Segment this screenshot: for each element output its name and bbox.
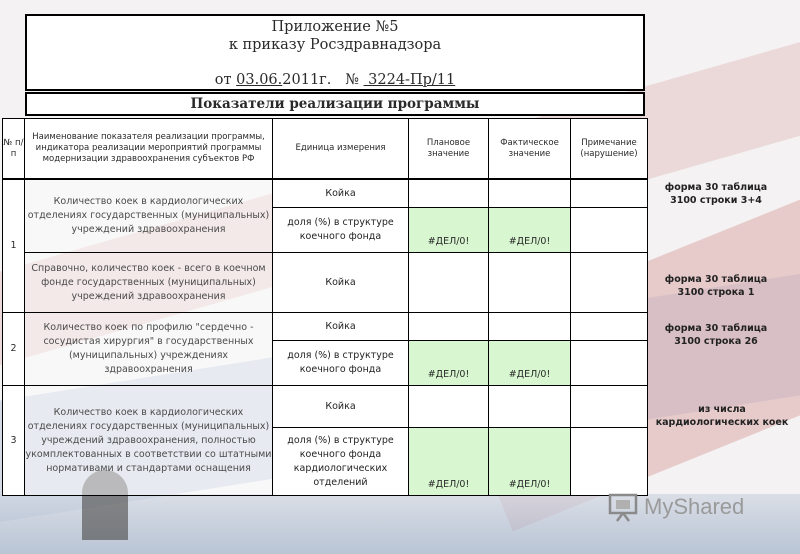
plan-cell[interactable]: [409, 208, 489, 253]
fact-cell[interactable]: [489, 208, 571, 253]
plan-cell[interactable]: [409, 428, 489, 496]
indicator-total-beds: Справочно, количество коек - всего в коечном фонде государственных (муниципальных) учреждений здравоохранения: [25, 253, 273, 313]
error-value: #ДЕЛ/0!: [508, 479, 551, 490]
plan-cell[interactable]: [409, 341, 489, 386]
title-date: 03.06.: [236, 72, 283, 88]
note-cell[interactable]: [571, 386, 648, 428]
header-table: [2, 118, 648, 179]
header-num: № п/п: [3, 119, 25, 179]
plan-cell[interactable]: [409, 313, 489, 341]
myshared-logo: [608, 492, 744, 522]
fact-cell[interactable]: [489, 313, 571, 341]
header-plan: Плановое значение: [409, 119, 489, 179]
side-note-2: форма 30 таблица 3100 строка 1: [664, 274, 768, 298]
note-cell[interactable]: [571, 180, 648, 208]
title-line2: к приказу Росздравнадзора: [228, 37, 442, 53]
side-note-3: форма 30 таблица 3100 строка 26: [664, 323, 768, 347]
title-line1: Приложение №5: [271, 19, 399, 35]
row-number-3: 3: [3, 386, 25, 496]
unit-cell: Койка: [273, 253, 409, 313]
note-cell[interactable]: [571, 313, 648, 341]
plan-cell[interactable]: [409, 386, 489, 428]
fact-cell[interactable]: [489, 180, 571, 208]
fact-cell[interactable]: [489, 341, 571, 386]
note-cell[interactable]: [571, 253, 648, 313]
unit-cell: Койка: [273, 386, 409, 428]
note-cell[interactable]: [571, 428, 648, 496]
header-name: Наименование показателя реализации программы, индикатора реализации мероприятий программы модернизации здравоохранения субъектов РФ: [25, 119, 273, 179]
subtitle: Показатели реализации программы: [190, 96, 480, 112]
title-year: 2011г.: [282, 72, 332, 88]
unit-cell: Койка: [273, 313, 409, 341]
row-number-1: 1: [3, 180, 25, 313]
title-line3: [27, 72, 643, 88]
note-cell[interactable]: [571, 341, 648, 386]
unit-cell: Койка: [273, 180, 409, 208]
error-value: #ДЕЛ/0!: [508, 236, 551, 247]
side-note-1: форма 30 таблица 3100 строки 3+4: [664, 182, 768, 206]
plan-cell[interactable]: [409, 180, 489, 208]
indicator-cardio-beds: Количество коек в кардиологических отделениях государственных (муниципальных) учреждений здравоохранения: [25, 180, 273, 253]
title-order-number: 3224-Пр/11: [363, 72, 456, 88]
plan-cell[interactable]: [409, 253, 489, 313]
header-unit: Единица измерения: [273, 119, 409, 179]
fact-cell[interactable]: [489, 428, 571, 496]
title-block: [25, 14, 645, 91]
unit-cell: доля (%) в структуре коечного фонда кардиологических отделений: [273, 428, 409, 496]
note-cell[interactable]: [571, 208, 648, 253]
title-num-prefix: №: [331, 72, 364, 88]
error-value: #ДЕЛ/0!: [427, 479, 470, 490]
title-date-prefix: от: [214, 72, 237, 88]
error-value: #ДЕЛ/0!: [427, 369, 470, 380]
header-note: Примечание (нарушение): [571, 119, 648, 179]
unit-cell: доля (%) в структуре коечного фонда: [273, 341, 409, 386]
indicator-cardiovascular-surgery-beds: Количество коек по профилю "сердечно - сосудистая хирургия" в государственных (муниципальных) учреждениях здравоохранения: [25, 313, 273, 386]
subtitle-block: [25, 92, 645, 116]
side-note-4: из числа кардиологических коек: [655, 404, 789, 428]
indicators-table: [2, 179, 648, 496]
error-value: #ДЕЛ/0!: [427, 236, 470, 247]
logo-text: MyShared: [644, 494, 745, 519]
row-number-2: 2: [3, 313, 25, 386]
header-fact: Фактическое значение: [489, 119, 571, 179]
unit-cell: доля (%) в структуре коечного фонда: [273, 208, 409, 253]
error-value: #ДЕЛ/0!: [508, 369, 551, 380]
fact-cell[interactable]: [489, 386, 571, 428]
indicator-staffed-cardio-beds: Количество коек в кардиологических отделениях государственных (муниципальных) учреждений здравоохранения, полностью укомплектованных в соответствии со штатными нормативами и стандартами оснащения: [25, 386, 273, 496]
fact-cell[interactable]: [489, 253, 571, 313]
presentation-board-icon: [608, 492, 640, 522]
